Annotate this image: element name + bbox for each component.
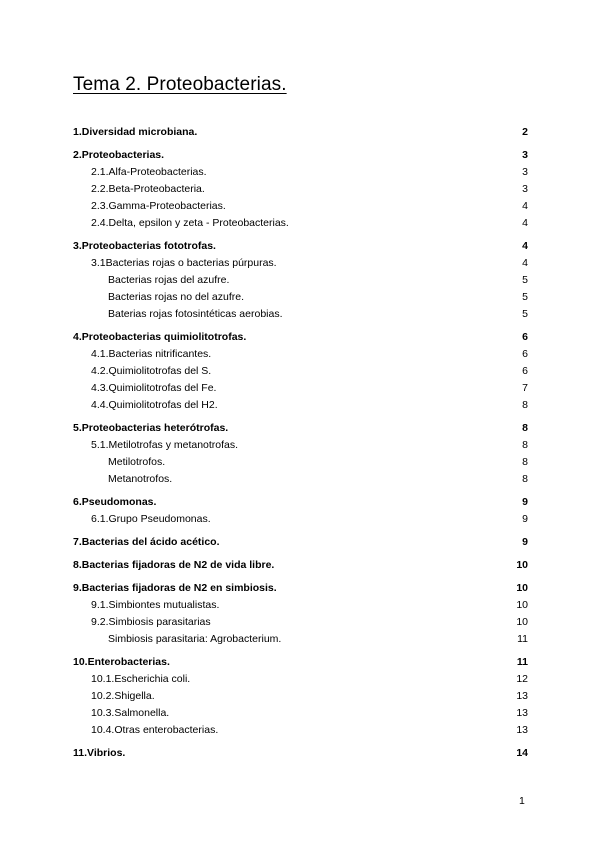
toc-entry-label: Metanotrofos. [108, 473, 173, 485]
toc-entry-page: 12 [516, 673, 528, 685]
document-title: Tema 2. Proteobacterias. [73, 74, 287, 95]
toc-entry-page: 7 [522, 382, 528, 394]
toc-entry-label: 2.2.Beta-Proteobacteria. [91, 183, 205, 195]
toc-entry-page: 10 [516, 616, 528, 628]
toc-entry-level-2[interactable] [73, 614, 528, 631]
toc-entry-level-1[interactable] [73, 420, 528, 437]
toc-entry-level-2[interactable] [73, 255, 528, 272]
toc-entry-label: 4.3.Quimiolitotrofas del Fe. [91, 382, 217, 394]
toc-entry-level-1[interactable] [73, 534, 528, 551]
toc-entry-level-1[interactable] [73, 654, 528, 671]
toc-entry-label: 9.Bacterias fijadoras de N2 en simbiosis. [73, 582, 277, 594]
toc-entry-level-2[interactable] [73, 671, 528, 688]
toc-entry-page: 5 [522, 308, 528, 320]
toc-entry-page: 8 [522, 399, 528, 411]
toc-entry-label: 8.Bacterias fijadoras de N2 de vida libre. [73, 559, 275, 571]
toc-entry-label: 2.Proteobacterias. [73, 149, 165, 161]
toc-entry-label: 10.4.Otras enterobacterias. [91, 724, 219, 736]
toc-entry-page: 4 [522, 200, 528, 212]
toc-entry-level-2[interactable] [73, 722, 528, 739]
toc-entry-level-2[interactable] [73, 597, 528, 614]
toc-entry-page: 8 [522, 439, 528, 451]
toc-entry-label: 2.3.Gamma-Proteobacterias. [91, 200, 226, 212]
toc-entry-level-2[interactable] [73, 380, 528, 397]
toc-entry-page: 9 [522, 536, 528, 548]
toc-entry-page: 6 [522, 348, 528, 360]
toc-entry-level-1[interactable] [73, 557, 528, 574]
toc-entry-level-2[interactable] [73, 688, 528, 705]
table-of-contents [73, 124, 528, 762]
toc-entry-page: 8 [522, 422, 528, 434]
toc-entry-label: 3.Proteobacterias fototrofas. [73, 240, 216, 252]
toc-entry-page: 4 [522, 217, 528, 229]
toc-entry-label: 3.1Bacterias rojas o bacterias púrpuras. [91, 257, 277, 269]
toc-entry-level-2[interactable] [73, 363, 528, 380]
toc-entry-page: 10 [516, 582, 528, 594]
toc-entry-page: 3 [522, 166, 528, 178]
toc-entry-level-3[interactable] [73, 289, 528, 306]
toc-entry-page: 14 [516, 747, 528, 759]
toc-entry-label: 4.2.Quimiolitotrofas del S. [91, 365, 212, 377]
toc-entry-page: 5 [522, 291, 528, 303]
toc-entry-level-2[interactable] [73, 511, 528, 528]
toc-entry-label: 4.4.Quimiolitotrofas del H2. [91, 399, 218, 411]
toc-entry-level-1[interactable] [73, 124, 528, 141]
toc-entry-level-1[interactable] [73, 745, 528, 762]
toc-entry-label: 9.2.Simbiosis parasitarias [91, 616, 211, 628]
toc-entry-level-2[interactable] [73, 198, 528, 215]
toc-entry-level-2[interactable] [73, 397, 528, 414]
toc-entry-label: 4.1.Bacterias nitrificantes. [91, 348, 212, 360]
toc-entry-level-1[interactable] [73, 238, 528, 255]
toc-entry-page: 8 [522, 473, 528, 485]
toc-entry-label: 10.3.Salmonella. [91, 707, 170, 719]
toc-entry-label: 10.Enterobacterias. [73, 656, 170, 668]
toc-entry-level-3[interactable] [73, 471, 528, 488]
toc-entry-level-1[interactable] [73, 329, 528, 346]
toc-entry-label: Baterias rojas fotosintéticas aerobias. [108, 308, 283, 320]
toc-entry-label: 5.1.Metilotrofas y metanotrofas. [91, 439, 239, 451]
toc-entry-level-2[interactable] [73, 437, 528, 454]
toc-entry-page: 11 [516, 656, 528, 668]
toc-entry-page: 4 [522, 240, 528, 252]
toc-entry-page: 11 [517, 633, 528, 645]
toc-entry-label: 10.2.Shigella. [91, 690, 155, 702]
toc-entry-page: 9 [522, 513, 528, 525]
toc-entry-level-2[interactable] [73, 215, 528, 232]
toc-entry-page: 8 [522, 456, 528, 468]
toc-entry-page: 5 [522, 274, 528, 286]
toc-entry-page: 2 [522, 126, 528, 138]
toc-entry-level-1[interactable] [73, 580, 528, 597]
toc-entry-page: 10 [516, 559, 528, 571]
toc-entry-label: 5.Proteobacterias heterótrofas. [73, 422, 229, 434]
page-number: 1 [519, 795, 525, 807]
toc-entry-page: 13 [516, 690, 528, 702]
toc-entry-page: 3 [522, 183, 528, 195]
toc-entry-label: 4.Proteobacterias quimiolitotrofas. [73, 331, 247, 343]
toc-entry-page: 6 [522, 331, 528, 343]
toc-entry-level-3[interactable] [73, 631, 528, 648]
toc-entry-label: 6.1.Grupo Pseudomonas. [91, 513, 211, 525]
toc-entry-label: Bacterias rojas del azufre. [108, 274, 230, 286]
toc-entry-level-2[interactable] [73, 705, 528, 722]
toc-entry-page: 3 [522, 149, 528, 161]
toc-entry-level-3[interactable] [73, 306, 528, 323]
toc-entry-level-2[interactable] [73, 346, 528, 363]
toc-entry-page: 6 [522, 365, 528, 377]
toc-entry-label: Bacterias rojas no del azufre. [108, 291, 244, 303]
toc-entry-label: 11.Vibrios. [73, 747, 126, 759]
toc-entry-label: 1.Diversidad microbiana. [73, 126, 198, 138]
toc-entry-page: 13 [516, 707, 528, 719]
toc-entry-page: 13 [516, 724, 528, 736]
toc-entry-label: 6.Pseudomonas. [73, 496, 157, 508]
toc-entry-label: Metilotrofos. [108, 456, 166, 468]
toc-entry-label: 7.Bacterias del ácido acético. [73, 536, 220, 548]
toc-entry-label: 9.1.Simbiontes mutualistas. [91, 599, 220, 611]
toc-entry-level-1[interactable] [73, 494, 528, 511]
toc-entry-level-3[interactable] [73, 454, 528, 471]
toc-entry-label: 2.4.Delta, epsilon y zeta - Proteobacterias. [91, 217, 289, 229]
toc-entry-level-2[interactable] [73, 181, 528, 198]
toc-entry-level-2[interactable] [73, 164, 528, 181]
toc-entry-label: Simbiosis parasitaria: Agrobacterium. [108, 633, 282, 645]
toc-entry-label: 10.1.Escherichia coli. [91, 673, 191, 685]
toc-entry-level-3[interactable] [73, 272, 528, 289]
toc-entry-level-1[interactable] [73, 147, 528, 164]
toc-entry-label: 2.1.Alfa-Proteobacterias. [91, 166, 207, 178]
toc-entry-page: 4 [522, 257, 528, 269]
toc-entry-page: 10 [516, 599, 528, 611]
toc-entry-page: 9 [522, 496, 528, 508]
